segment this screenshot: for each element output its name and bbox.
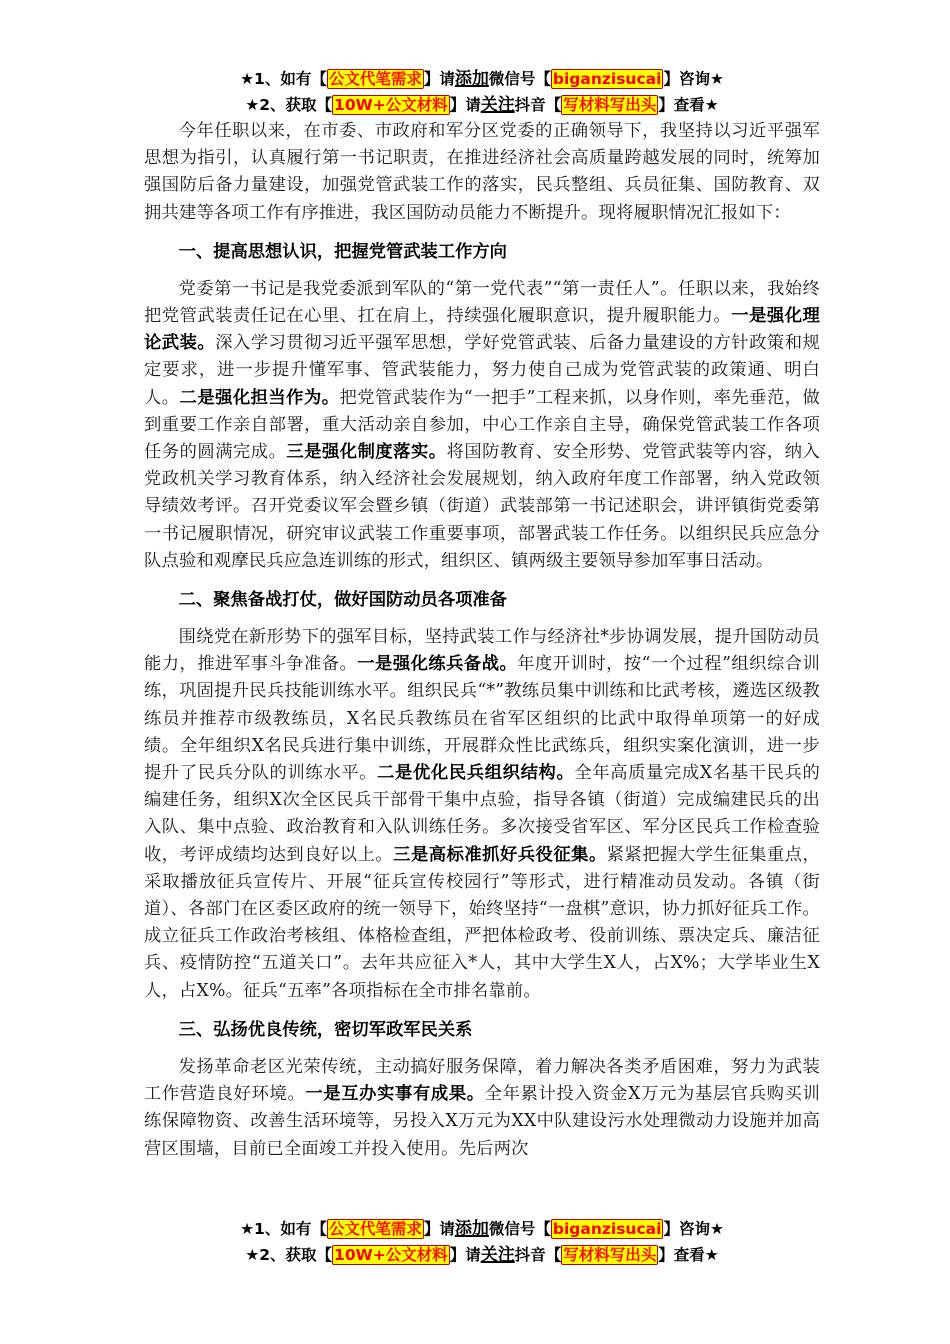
bold-lead-phrase: 一是强化练兵备战。 [357, 654, 518, 675]
paragraph-text: 全年累计投入资金X万元为基层官兵购买训练保障物资、改善生活环境等，另投入X万元为XX中队建设污水处理微动力设施并加高营区围墙，目前已全面竣工并投入使用。先后两次 [144, 1084, 820, 1159]
highlight-service: 公文代笔需求 [328, 70, 422, 88]
report-sections [144, 239, 820, 1163]
banner-line-2: ★2、获取【 10W+公文材料 】请关注抖音【 写材料写出头 】查看★ [245, 95, 719, 115]
footer-banner-line-2: ★2、获取【 10W+公文材料 】请关注抖音【 写材料写出头 】查看★ [245, 1245, 719, 1265]
section-paragraph [144, 276, 820, 575]
section-paragraph [144, 1054, 820, 1163]
paragraph-text: 深入学习贯彻习近平强军思想，学好党管武装、后备力量建设的方针政策和规定要求，进一步提升懂军事、管武装能力，努力使自己成为党管武装的政策通、明白人。 [144, 333, 820, 408]
section-heading: 一、提高思想认识，把握党管武装工作方向 [178, 241, 507, 262]
bold-lead-phrase: 三是高标准抓好兵役征集。 [393, 844, 607, 865]
footer-banner-line-1: ★1、如有【 公文代笔需求 】请添加微信号【 biganzisucai 】咨询★ [240, 1219, 724, 1239]
paragraph-text: 年度开训时，按“一个过程”组织综合训练，巩固提升民兵技能训练水平。组织民兵“*”教练员集中训练和比武考核，遴选区级教练员并推荐市级教练员，X名民兵教练员在省军区组织的比武中取得单项第一的好成绩。全年组织X名民兵进行集中训练，开展群众性比武练兵，组织实案化演训，进一步提升了民兵分队的训练水平。 [144, 654, 820, 784]
document-page [144, 66, 820, 1163]
footer-banner [144, 1216, 820, 1268]
highlight-materials: 10W+公文材料 [334, 96, 448, 114]
paragraph-text: 发扬革命老区光荣传统，主动搞好服务保障，着力解决各类矛盾困难，努力为武装工作营造良好环境。 [144, 1056, 820, 1105]
section-paragraph [144, 624, 820, 1005]
section-heading: 三、弘扬优良传统，密切军政军民关系 [178, 1019, 473, 1040]
paragraph-text: 围绕党在新形势下的强军目标，坚持武装工作与经济社*步协调发展，提升国防动员能力，推进军事斗争准备。 [144, 627, 820, 675]
bold-lead-phrase: 一是强化理论武装。 [144, 306, 820, 354]
paragraph-text: 把党管武装作为“一把手”工程来抓，以身作则，率先垂范，做到重要工作亲自部署，重大活动亲自参加，中心工作亲自主导，确保党管武装工作各项任务的圆满完成。 [144, 387, 820, 463]
paragraph-text: 紧紧把握大学生征集重点，采取播放征兵宣传片、开展“征兵宣传校园行”等形式，进行精准动员发动。各镇（街道）、各部门在区委区政府的统一领导下，始终坚持“一盘棋”意识，协力抓好征兵工作。成立征兵工作政治考核组、体格检查组，严把体检政考、役前训练、票决定兵、廉洁征兵、疫情防控“五道关口”。去年共应征入*人，其中大学生X人，占X%；大学毕业生X人，占X%。征兵“五率”各项指标在全市排名靠前。 [144, 844, 821, 1001]
paragraph-text: 党委第一书记是我党委派到军队的“第一党代表”“第一责任人”。任职以来，我始终把党管武装责任记在心里、扛在肩上，持续强化履职意识，提升履职能力。 [144, 278, 820, 327]
paragraph-text: 全年高质量完成X名基干民兵的编建任务，组织X次全区民兵干部骨干集中点验，指导各镇（街道）完成编建民兵的出入队、集中点验、政治教育和入队训练任务。多次接受省军区、军分区民兵工作检查验收，考评成绩均达到良好以上。 [144, 763, 821, 865]
highlight-wechat-id: biganzisucai [552, 70, 662, 88]
banner-line-1: ★1、如有【 公文代笔需求 】请添加微信号【 biganzisucai 】咨询★ [240, 69, 724, 89]
bold-lead-phrase: 一是互办实事有成果。 [305, 1084, 485, 1105]
intro-paragraph: 今年任职以来，在市委、市政府和军分区党委的正确领导下，我坚持以习近平强军思想为指引，认真履行第一书记职责，在推进经济社会高质量跨越发展的同时，统筹加强国防后备力量建设，加强党管武装工作的落实，民兵整组、兵员征集、国防教育、双拥共建等各项工作有序推进，我区国防动员能力不断提升。现将履职情况汇报如下： [144, 121, 820, 223]
header-banner [144, 66, 820, 118]
highlight-douyin-id: 写材料写出头 [563, 96, 657, 114]
paragraph-text: 将国防教育、安全形势、党管武装等内容，纳入党政机关学习教育体系，纳入经济社会发展规划，纳入政府年度工作部署，纳入党政领导绩效考评。召开党委议军会暨乡镇（街道）武装部第一书记述职会，讲评镇街党委第一书记履职情况，研究审议武装工作重要事项，部署武装工作任务。以组织民兵应急分队点验和观摩民兵应急连训练的形式，组织区、镇两级主要领导参加军事日活动。 [144, 442, 821, 571]
bold-lead-phrase: 二是优化民兵组织结构。 [377, 763, 575, 784]
section-heading: 二、聚焦备战打仗，做好国防动员各项准备 [178, 590, 507, 611]
bold-lead-phrase: 二是强化担当作为。 [179, 387, 340, 408]
bold-lead-phrase: 三是强化制度落实。 [286, 442, 447, 463]
